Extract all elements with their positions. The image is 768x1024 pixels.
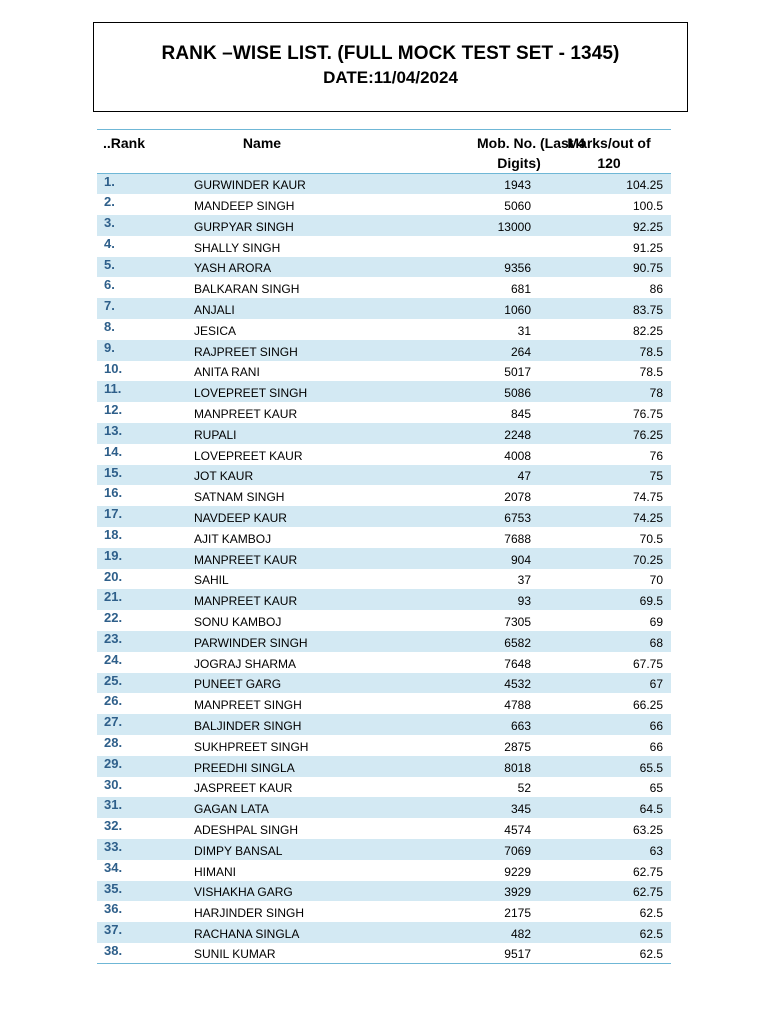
rank-table [97, 129, 671, 964]
mobile-cell: 52 [517, 781, 531, 796]
table-row [97, 943, 671, 964]
rank-cell: 15. [104, 464, 123, 480]
name-cell: SHALLY SINGH [194, 240, 281, 255]
table-row [97, 901, 671, 922]
name-cell: SAHIL [194, 573, 229, 588]
name-cell: JASPREET KAUR [194, 781, 293, 796]
mobile-cell: 681 [510, 282, 531, 297]
rank-cell: 35. [104, 880, 123, 896]
table-header-row [97, 130, 671, 174]
name-cell: HIMANI [194, 864, 236, 879]
mobile-cell: 7305 [504, 615, 531, 630]
name-cell: PUNEET GARG [194, 677, 282, 692]
table-row [97, 756, 671, 777]
table-row [97, 860, 671, 881]
table-row [97, 548, 671, 569]
mobile-cell: 4574 [504, 823, 531, 837]
rank-cell: 28. [104, 735, 123, 751]
marks-cell: 78.5 [639, 344, 663, 359]
marks-cell: 62.5 [639, 947, 663, 962]
rank-cell: 20. [104, 568, 123, 584]
marks-cell: 76.25 [632, 427, 663, 442]
table-row [97, 652, 671, 673]
table-row [97, 797, 671, 818]
marks-cell: 69 [649, 615, 663, 630]
mobile-cell: 4532 [504, 677, 531, 692]
rank-cell: 30. [104, 776, 123, 792]
marks-cell: 78 [649, 386, 663, 401]
table-row [97, 673, 671, 694]
mobile-cell: 2175 [504, 906, 531, 921]
rank-cell: 10. [104, 360, 123, 376]
table-row [97, 319, 671, 340]
name-cell: PARWINDER SINGH [194, 635, 308, 650]
mobile-cell: 5086 [504, 386, 531, 401]
column-header-mobile-line1: Mob. No. (Last 4 [477, 135, 586, 151]
name-cell: PREEDHI SINGLA [194, 760, 295, 775]
table-row [97, 569, 671, 590]
rank-cell: 23. [104, 631, 123, 647]
marks-cell: 92.25 [632, 219, 663, 234]
table-row [97, 215, 671, 236]
table-row [97, 236, 671, 257]
name-cell: SATNAM SINGH [194, 490, 285, 505]
mobile-cell: 6582 [504, 635, 531, 650]
table-row [97, 257, 671, 278]
table-row [97, 922, 671, 943]
table-row [97, 277, 671, 298]
rank-cell: 21. [104, 589, 123, 605]
rank-table-container [97, 129, 671, 964]
rank-cell: 5. [104, 256, 115, 272]
column-header-rank: ..Rank [97, 130, 167, 174]
marks-cell: 70.25 [632, 552, 663, 567]
table-row [97, 818, 671, 839]
mobile-cell: 5060 [504, 199, 531, 214]
name-cell: JOGRAJ SHARMA [194, 656, 297, 671]
mobile-cell: 93 [517, 594, 531, 609]
table-row [97, 631, 671, 652]
mobile-cell: 7069 [504, 843, 531, 858]
mobile-cell [357, 236, 547, 257]
name-cell: LOVEPREET KAUR [194, 448, 303, 463]
marks-cell: 74.75 [632, 490, 663, 505]
rank-cell: 17. [104, 506, 123, 522]
marks-cell: 69.5 [639, 594, 663, 609]
mobile-cell: 1943 [504, 178, 531, 193]
table-row [97, 610, 671, 631]
name-cell: VISHAKHA GARG [194, 885, 293, 900]
table-row [97, 839, 671, 860]
marks-cell: 62.5 [639, 926, 663, 941]
marks-cell: 78.5 [639, 365, 663, 380]
mobile-cell: 4788 [504, 698, 531, 713]
mobile-cell: 482 [510, 926, 531, 941]
table-row [97, 527, 671, 548]
rank-cell: 6. [104, 277, 115, 293]
table-body [97, 174, 671, 964]
mobile-cell: 7648 [504, 656, 531, 671]
name-cell: SONU KAMBOJ [194, 615, 282, 630]
table-row [97, 714, 671, 735]
table-row [97, 465, 671, 486]
mobile-cell: 845 [510, 407, 531, 422]
table-row [97, 174, 671, 195]
mobile-cell: 8018 [504, 760, 531, 775]
marks-cell: 67 [649, 677, 663, 692]
marks-cell: 63.25 [632, 823, 663, 837]
rank-cell: 22. [104, 610, 123, 626]
marks-cell: 62.75 [632, 885, 663, 900]
marks-cell: 76.75 [632, 407, 663, 422]
mobile-cell: 4008 [504, 448, 531, 463]
rank-cell: 34. [104, 859, 123, 875]
name-cell: RACHANA SINGLA [194, 926, 300, 941]
mobile-cell: 47 [517, 469, 531, 484]
table-row [97, 777, 671, 798]
marks-cell: 90.75 [632, 261, 663, 276]
column-header-marks-line1: Marks/out of [567, 135, 651, 151]
table-row [97, 340, 671, 361]
mobile-cell: 2248 [504, 427, 531, 442]
mobile-cell: 9229 [504, 864, 531, 879]
rank-cell: 27. [104, 714, 123, 730]
rank-cell: 4. [104, 235, 115, 251]
table-row [97, 361, 671, 382]
marks-cell: 66.25 [632, 698, 663, 713]
mobile-cell: 6753 [504, 511, 531, 526]
name-cell: GAGAN LATA [194, 802, 269, 817]
marks-cell: 66 [649, 719, 663, 734]
mobile-cell: 13000 [497, 219, 531, 234]
name-cell: BALKARAN SINGH [194, 282, 300, 297]
rank-cell: 36. [104, 901, 123, 917]
name-cell: JOT KAUR [194, 469, 254, 484]
mobile-cell: 663 [510, 719, 531, 734]
rank-cell: 24. [104, 651, 123, 667]
name-cell: ANITA RANI [194, 365, 260, 380]
header-box [93, 22, 688, 112]
name-cell: GURWINDER KAUR [194, 178, 306, 193]
name-cell: ANJALI [194, 303, 235, 318]
rank-cell: 25. [104, 672, 123, 688]
rank-cell: 7. [104, 298, 115, 314]
table-row [97, 485, 671, 506]
rank-cell: 31. [104, 797, 123, 813]
mobile-cell: 264 [510, 344, 531, 359]
table-row [97, 402, 671, 423]
column-header-mobile [357, 130, 586, 174]
name-cell: LOVEPREET SINGH [194, 386, 308, 401]
rank-cell: 18. [104, 527, 123, 543]
marks-cell: 86 [649, 282, 663, 297]
name-cell: NAVDEEP KAUR [194, 511, 287, 526]
rank-cell: 12. [104, 402, 123, 418]
name-cell: MANPREET KAUR [194, 594, 298, 609]
marks-cell: 91.25 [632, 240, 663, 255]
name-cell: MANDEEP SINGH [194, 199, 295, 214]
mobile-cell: 31 [517, 323, 531, 338]
column-header-mobile-line2: Digits) [497, 155, 541, 171]
name-cell: HARJINDER SINGH [194, 906, 305, 921]
rank-cell: 1. [104, 174, 115, 189]
rank-cell: 3. [104, 215, 115, 231]
name-cell: GURPYAR SINGH [194, 219, 294, 234]
rank-cell: 32. [104, 818, 123, 834]
table-row [97, 298, 671, 319]
table-row [97, 506, 671, 527]
table-row [97, 693, 671, 714]
table-row [97, 444, 671, 465]
rank-cell: 37. [104, 922, 123, 938]
table-row [97, 735, 671, 756]
name-cell: ADESHPAL SINGH [194, 823, 299, 837]
name-cell: DIMPY BANSAL [194, 843, 283, 858]
name-cell: BALJINDER SINGH [194, 719, 302, 734]
name-cell: AJIT KAMBOJ [194, 531, 272, 546]
mobile-cell: 9356 [504, 261, 531, 276]
page-title: RANK –WISE LIST. (FULL MOCK TEST SET - 1345) [161, 43, 620, 64]
name-cell: MANPREET KAUR [194, 552, 298, 567]
marks-cell: 76 [649, 448, 663, 463]
marks-cell: 70.5 [639, 531, 663, 546]
rank-cell: 11. [104, 381, 122, 397]
marks-cell: 83.75 [632, 303, 663, 318]
rank-cell: 2. [104, 194, 115, 210]
name-cell: SUKHPREET SINGH [194, 739, 309, 754]
rank-cell: 14. [104, 443, 123, 459]
marks-cell: 63 [649, 843, 663, 858]
marks-cell: 100.5 [632, 199, 663, 214]
marks-cell: 64.5 [639, 802, 663, 817]
rank-cell: 26. [104, 693, 123, 709]
marks-cell: 82.25 [632, 323, 663, 338]
name-cell: JESICA [194, 323, 237, 338]
mobile-cell: 2078 [504, 490, 531, 505]
name-cell: MANPREET SINGH [194, 698, 302, 713]
table-row [97, 589, 671, 610]
name-cell: RUPALI [194, 427, 237, 442]
marks-cell: 70 [649, 573, 663, 588]
table-row [97, 423, 671, 444]
table-row [97, 381, 671, 402]
marks-cell: 68 [649, 635, 663, 650]
mobile-cell: 3929 [504, 885, 531, 900]
mobile-cell: 7688 [504, 531, 531, 546]
mobile-cell: 345 [510, 802, 531, 817]
rank-cell: 29. [104, 755, 123, 771]
marks-cell: 67.75 [632, 656, 663, 671]
mobile-cell: 9517 [504, 947, 531, 962]
name-cell: MANPREET KAUR [194, 407, 298, 422]
rank-cell: 19. [104, 547, 123, 563]
mobile-cell: 37 [517, 573, 531, 588]
marks-cell: 62.5 [639, 906, 663, 921]
column-header-name: Name [167, 130, 357, 174]
mobile-cell: 1060 [504, 303, 531, 318]
table-row [97, 194, 671, 215]
marks-cell: 66 [649, 739, 663, 754]
page-date: DATE:11/04/2024 [323, 68, 458, 87]
rank-cell: 33. [104, 839, 123, 854]
rank-cell: 38. [104, 942, 123, 958]
rank-cell: 8. [104, 319, 115, 335]
marks-cell: 104.25 [626, 178, 663, 193]
name-cell: RAJPREET SINGH [194, 344, 298, 359]
name-cell: YASH ARORA [194, 261, 272, 276]
marks-cell: 65 [649, 781, 663, 796]
rank-cell: 16. [104, 485, 123, 501]
mobile-cell: 2875 [504, 739, 531, 754]
marks-cell: 74.25 [632, 511, 663, 526]
mobile-cell: 904 [510, 552, 531, 567]
marks-cell: 65.5 [639, 760, 663, 775]
table-row [97, 881, 671, 902]
marks-cell: 62.75 [632, 864, 663, 879]
rank-cell: 13. [104, 423, 123, 439]
marks-cell: 75 [649, 469, 663, 484]
mobile-cell: 5017 [504, 365, 531, 380]
name-cell: SUNIL KUMAR [194, 947, 276, 962]
rank-cell: 9. [104, 339, 115, 355]
column-header-marks-line2: 120 [597, 155, 621, 171]
